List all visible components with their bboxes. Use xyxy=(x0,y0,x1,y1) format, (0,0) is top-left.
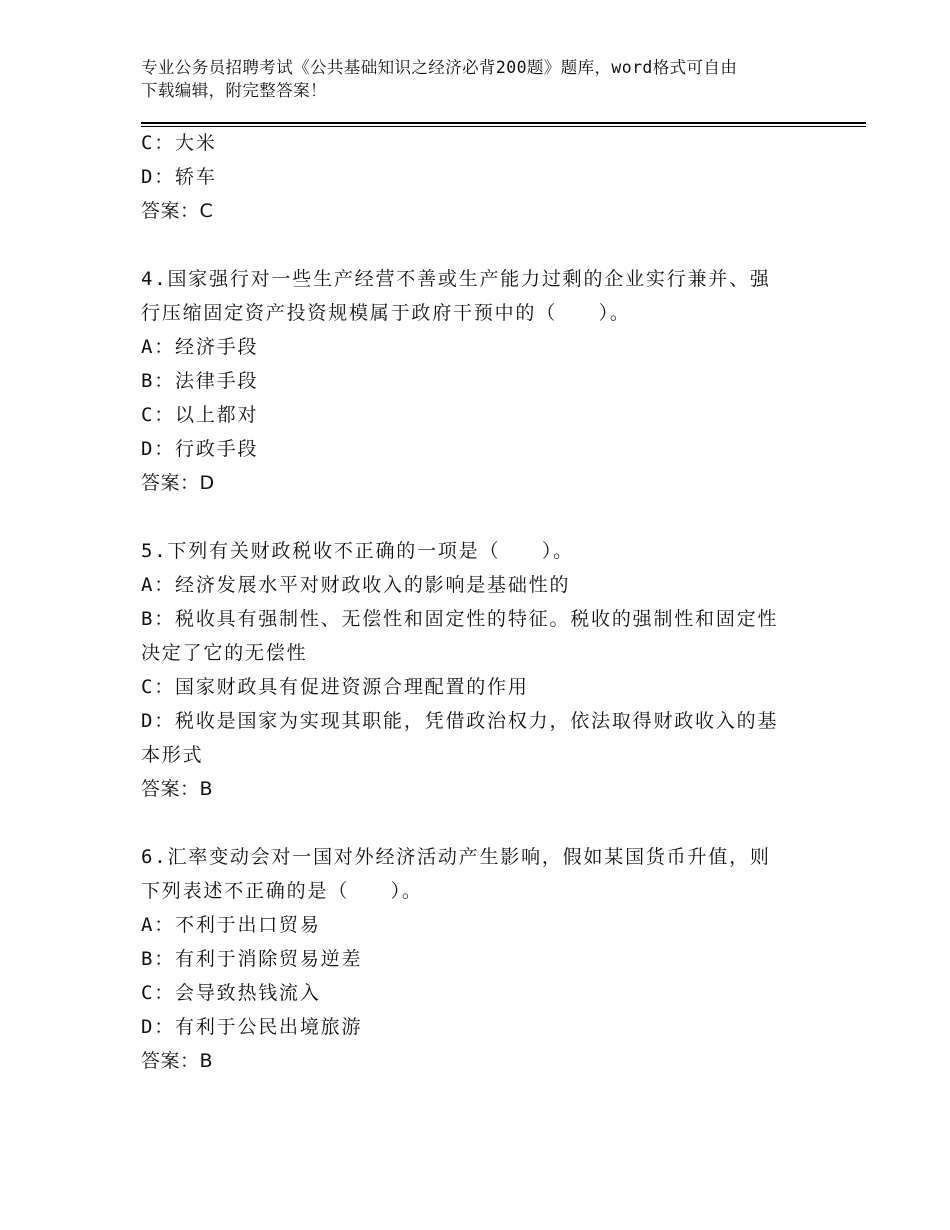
option-a: A：不利于出口贸易 xyxy=(141,914,321,936)
answer-line: 答案：B xyxy=(141,778,214,800)
question-3-tail xyxy=(141,126,821,228)
answer-line: 答案：B xyxy=(141,1050,214,1072)
question-stem: 6.汇率变动会对一国对外经济活动产生影响，假如某国货币升值，则 xyxy=(141,846,771,868)
spacer xyxy=(141,500,821,534)
spacer xyxy=(141,228,821,262)
spacer xyxy=(141,806,821,840)
answer-line: 答案：C xyxy=(141,200,214,222)
option-d: D：有利于公民出境旅游 xyxy=(141,1016,363,1038)
option-b: B：税收具有强制性、无偿性和固定性的特征。税收的强制性和固定性 xyxy=(141,608,779,630)
question-stem: 下列表述不正确的是（ ）。 xyxy=(141,880,423,902)
option-a: A：经济手段 xyxy=(141,336,259,358)
document-header xyxy=(141,56,821,102)
option-d: D：税收是国家为实现其职能，凭借政治权力，依法取得财政收入的基 xyxy=(141,710,779,732)
option-d-continued: 本形式 xyxy=(141,744,204,766)
header-line-2: 下载编辑，附完整答案！ xyxy=(141,81,327,100)
option-b: B：法律手段 xyxy=(141,370,259,392)
option-c: C：以上都对 xyxy=(141,404,259,426)
option-b: B：有利于消除贸易逆差 xyxy=(141,948,363,970)
question-stem: 5.下列有关财政税收不正确的一项是（ ）。 xyxy=(141,540,574,562)
option-a: A：经济发展水平对财政收入的影响是基础性的 xyxy=(141,574,571,596)
answer-line: 答案：D xyxy=(141,472,215,494)
question-stem: 行压缩固定资产投资规模属于政府干预中的（ ）。 xyxy=(141,302,631,324)
header-rule-thick xyxy=(141,122,866,124)
question-content xyxy=(141,126,821,1078)
option-c: C：会导致热钱流入 xyxy=(141,982,321,1004)
option-b-continued: 决定了它的无偿性 xyxy=(141,642,308,664)
option-c: C：大米 xyxy=(141,132,217,154)
question-stem: 4.国家强行对一些生产经营不善或生产能力过剩的企业实行兼并、强 xyxy=(141,268,771,290)
option-c: C：国家财政具有促进资源合理配置的作用 xyxy=(141,676,529,698)
option-d: D：行政手段 xyxy=(141,438,259,460)
question-6 xyxy=(141,840,821,1078)
question-5 xyxy=(141,534,821,806)
header-line-1: 专业公务员招聘考试《公共基础知识之经济必背200题》题库，word格式可自由 xyxy=(141,58,738,77)
question-4 xyxy=(141,262,821,500)
option-d: D：轿车 xyxy=(141,166,217,188)
